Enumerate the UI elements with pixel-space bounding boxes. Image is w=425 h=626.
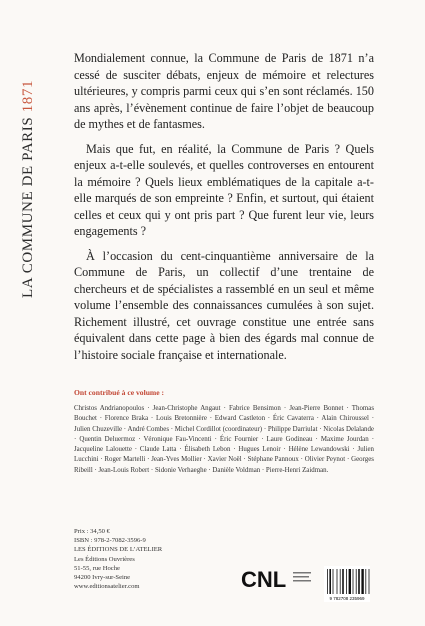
price: Prix : 34,50 € — [74, 528, 110, 535]
publisher-name: LES ÉDITIONS DE L’ATELIER — [74, 546, 163, 554]
address-line-1: 51-55, rue Hoche — [74, 564, 120, 572]
barcode-number: 9 782708 235969 — [329, 596, 365, 601]
blurb-paragraph-2: Mais que fut, en réalité, la Commune de Paris ? Quels enjeux a-t-elle soulevés, et quelles controverses en entourent la mémoire ? Quels lieux emblématiques de la capitale a-t-elle marqués de son empreinte ? Enfin, et surtout, qui étaient celles et ceux qui y ont pris part ? Que furent leur vie, leurs engagements ? — [74, 141, 374, 238]
imprint-name: Les Éditions Ouvrières — [74, 555, 135, 563]
contributors-list: Christos Andrianopoulos · Jean-Christophe Angaut · Fabrice Bensimon · Jean-Pierre Bonnet · Thomas Bouchet · Florence Braka · Louis Bretonnière · Edward Castleton · Éric Cavaterra · Alain Chiroussel · Julien Chuzeville · André Combes · Michel Cordillot (coordinateur) · Philippe Darriulat · Nicolas Delalande · Quentin Deluermoz · Véronique Fau-Vincenti · Éric Fournier · Laure Godineau · Maxime Jourdan · Jacqueline Lalouette · Claude Latta · Élisabeth Lebon · Hugues Lenoir · Hélène Lewandowski · Julien Lucchini · Roger Martelli · Jean-Yves Mollier · Xavier Noël · Stéphane Pannoux · Olivier Peynot · Georges Ribeill · Jean-Louis Robert · Sidonie Verhaeghe · Danièle Voldman · Pierre-Henri Zaidman. — [74, 405, 374, 474]
blurb — [74, 50, 374, 371]
barcode-icon — [324, 566, 370, 602]
isbn: ISBN : 978-2-7082-3596-9 — [74, 537, 146, 545]
address-line-2: 94200 Ivry-sur-Seine — [74, 574, 131, 582]
blurb-paragraph-1: Mondialement connue, la Commune de Paris de 1871 n’a cessé de susciter débats, enjeux de mémoire et relectures ultérieures, y compris parmi ceux qui s’en sont réclamés. 150 ans après, l’évènement continue de faire l’objet de beaucoup de mythes et de fantasmes. — [74, 51, 374, 131]
cnl-logo-icon — [241, 566, 313, 590]
spine-title-text: LA COMMUNE DE PARIS — [20, 116, 36, 298]
blurb-paragraph-3: À l’occasion du cent-cinquantième anniversaire de la Commune de Paris, un collectif d’une trentaine de chercheurs et de spécialistes a rassemblé en un seul et même volume l’ensemble des connaissances cumulées à son sujet. Richement illustré, cet ouvrage constitue une entrée sans équivalent dans cette page à bien des égards mal connue de l’histoire sociale française et internationale. — [74, 248, 374, 362]
contributors-title: Ont contribué à ce volume : — [74, 388, 165, 397]
spine-year: 1871 — [20, 79, 36, 113]
website: www.editionsatelier.com — [74, 583, 140, 591]
cnl-logo-text: CNL — [241, 567, 287, 590]
imprint-block — [74, 527, 234, 591]
spine-title — [16, 79, 40, 298]
